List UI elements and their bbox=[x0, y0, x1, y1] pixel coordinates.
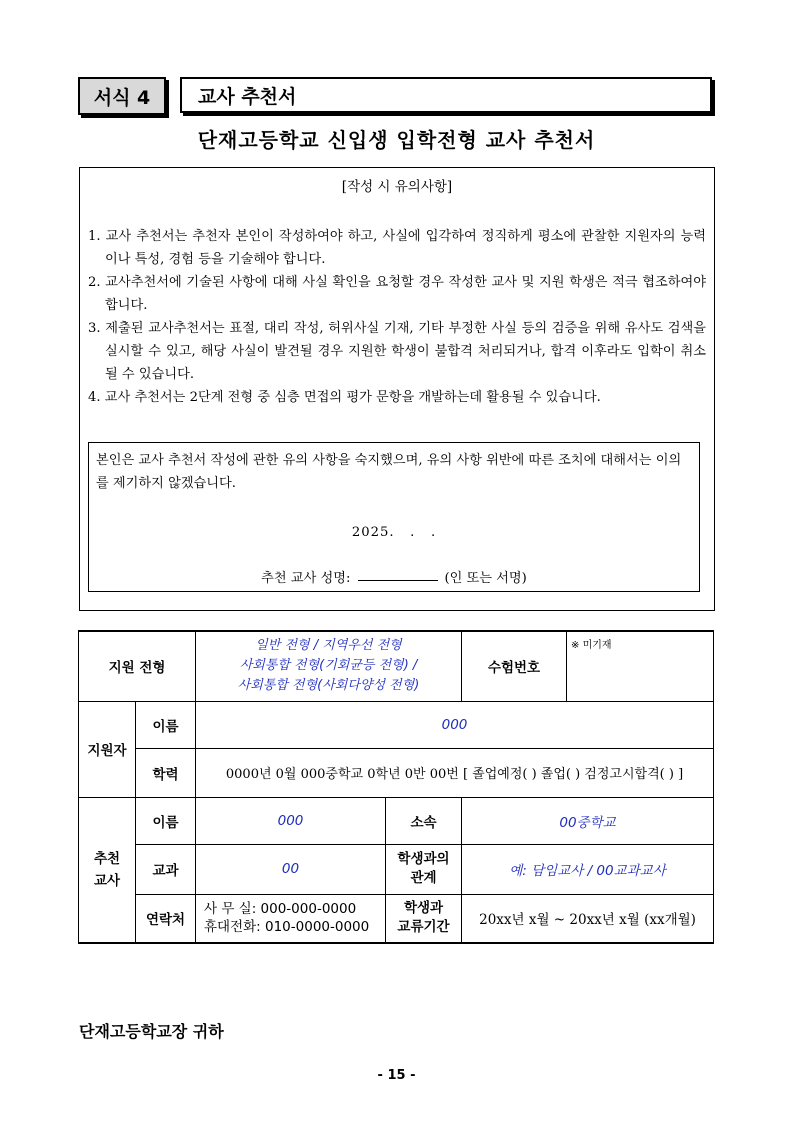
application-type-option: 일반 전형 / 지역우선 전형 bbox=[255, 638, 402, 654]
form-number-tag bbox=[78, 77, 166, 115]
signature-line bbox=[89, 567, 699, 590]
teacher-group-label: 추천 교사 bbox=[79, 797, 136, 943]
table-row bbox=[79, 701, 714, 748]
pledge-box bbox=[88, 442, 700, 592]
applicant-education-label: 학력 bbox=[136, 748, 196, 797]
pledge-text: 본인은 교사 추천서 작성에 관한 유의 사항을 숙지했으며, 유의 사항 위반에 따른 조치에 대해서는 이의를 제기하지 않겠습니다. bbox=[96, 453, 682, 491]
exchange-period-value[interactable]: 20xx년 x월 ~ 20xx년 x월 (xx개월) bbox=[462, 894, 714, 943]
teacher-subject-label: 교과 bbox=[136, 844, 196, 894]
teacher-name-value[interactable]: 000 bbox=[196, 797, 386, 844]
teacher-relation-label: 학생과의 관계 bbox=[386, 844, 462, 894]
table-row bbox=[79, 631, 714, 701]
application-type-options[interactable] bbox=[196, 631, 462, 701]
teacher-subject-value[interactable]: 00 bbox=[196, 844, 386, 894]
exam-number-note: ※ 미기재 bbox=[571, 640, 612, 651]
notice-item: 1. 교사 추천서는 추천자 본인이 작성하여야 하고, 사실에 입각하여 정직하게 평소에 관찰한 지원자의 능력이나 특성, 경험 등을 기술해야 합니다. bbox=[88, 229, 706, 267]
notice-item: 2. 교사추천서에 기술된 사항에 대해 사실 확인을 요청할 경우 작성한 교사 및 지원 학생은 적극 협조하여야 합니다. bbox=[88, 275, 706, 313]
notice-list bbox=[88, 225, 706, 409]
exam-number-cell bbox=[567, 631, 714, 701]
notice-item: 3. 제출된 교사추천서는 표절, 대리 작성, 허위사실 기재, 기타 부정한 사실 등의 검증을 위해 유사도 검색을 실시할 수 있고, 해당 사실이 발견될 경우 지원한 학생이 불합격 처리되거나, 합격 이후라도 입학이 취소될 수 있습니다. bbox=[88, 321, 706, 382]
applicant-name-value[interactable]: 000 bbox=[196, 701, 714, 748]
exchange-period-label: 학생과 교류기간 bbox=[386, 894, 462, 943]
table-row bbox=[79, 844, 714, 894]
form-name: 교사 추천서 bbox=[198, 85, 297, 108]
teacher-contact-label: 연락처 bbox=[136, 894, 196, 943]
table-row bbox=[79, 894, 714, 943]
notice-item: 4. 교사 추천서는 2단계 전형 중 심층 면접의 평가 문항을 개발하는데 활용될 수 있습니다. bbox=[88, 390, 601, 405]
applicant-group-label: 지원자 bbox=[79, 701, 136, 797]
teacher-name-label: 이름 bbox=[136, 797, 196, 844]
application-type-option: 사회통합 전형(기회균등 전형) / bbox=[239, 658, 418, 674]
notice-box bbox=[79, 167, 715, 611]
applicant-name-label: 이름 bbox=[136, 701, 196, 748]
table-row bbox=[79, 797, 714, 844]
teacher-contact-value[interactable] bbox=[196, 894, 386, 943]
table-row bbox=[79, 748, 714, 797]
teacher-relation-value[interactable]: 예: 담임교사 / 00교과교사 bbox=[462, 844, 714, 894]
applicant-education-value[interactable]: 0000년 0월 000중학교 0학년 0반 00번 [ 졸업예정( ) 졸업( ) 검정고시합격( ) ] bbox=[196, 748, 714, 797]
mobile-phone: 휴대전화: 010-0000-0000 bbox=[204, 919, 370, 936]
teacher-affiliation-value[interactable]: 00중학교 bbox=[462, 797, 714, 844]
signer-label: 추천 교사 성명: bbox=[261, 571, 351, 586]
notice-heading: [작성 시 유의사항] bbox=[341, 179, 453, 195]
form-name-box bbox=[180, 77, 712, 113]
page-number: - 15 - bbox=[377, 1068, 416, 1083]
exam-number-label: 수험번호 bbox=[462, 631, 567, 701]
pledge-date: 2025. . . bbox=[351, 525, 437, 540]
addressee: 단재고등학교장 귀하 bbox=[79, 1022, 224, 1041]
application-type-label: 지원 전형 bbox=[79, 631, 196, 701]
document-title: 단재고등학교 신입생 입학전형 교사 추천서 bbox=[197, 128, 596, 152]
signature-note: (인 또는 서명) bbox=[444, 571, 527, 586]
teacher-affiliation-label: 소속 bbox=[386, 797, 462, 844]
recommendation-table bbox=[78, 630, 714, 944]
office-phone: 사 무 실: 000-000-0000 bbox=[204, 901, 357, 918]
application-type-option: 사회통합 전형(사회다양성 전형) bbox=[237, 678, 420, 694]
signature-field[interactable] bbox=[358, 579, 438, 581]
form-number: 서식 4 bbox=[93, 86, 151, 109]
